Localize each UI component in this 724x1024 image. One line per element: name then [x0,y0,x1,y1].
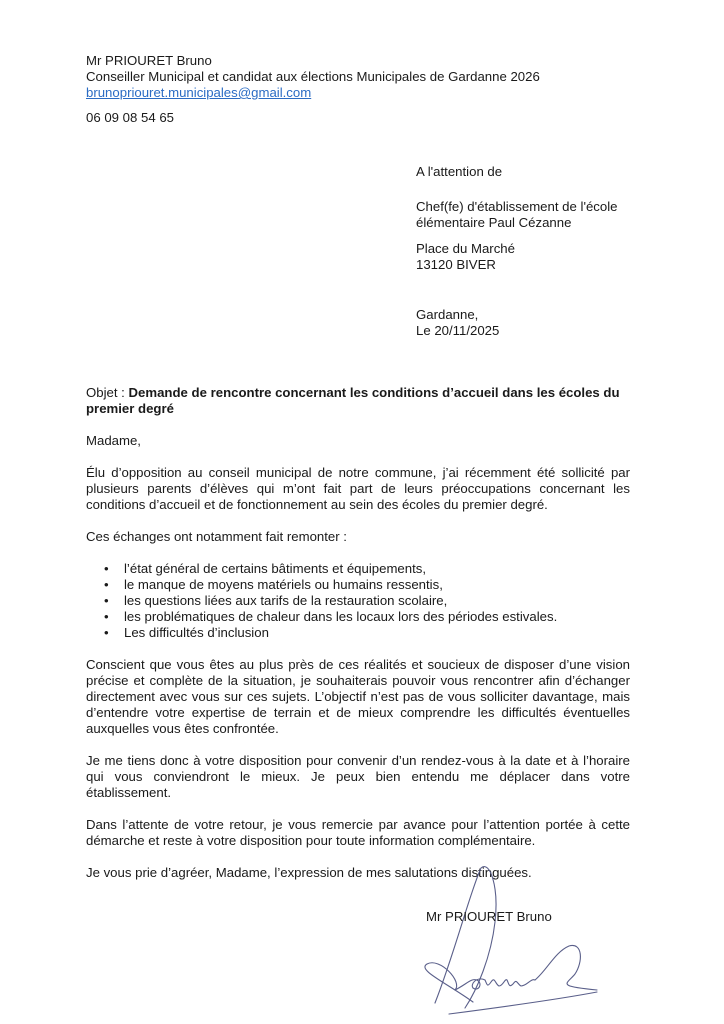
paragraph-1: Élu d’opposition au conseil municipal de notre commune, j’ai récemment été sollicité par plusieurs parents d’élèves qui m’ont fait part de leurs préoccupations concernant les conditions d’accueil et de fonctionnement au sein des écoles du premier degré. [86,465,630,512]
sender-name: Mr PRIOURET Bruno [86,53,212,68]
list-item: • les questions liées aux tarifs de la restauration scolaire, [104,593,448,608]
recipient-address-line1: Place du Marché [416,241,515,256]
letter-body [86,385,630,881]
handwritten-signature [415,862,615,1024]
bullet-icon: • [104,593,109,608]
salutation: Madame, [86,433,141,448]
attention-label: A l'attention de [416,164,503,179]
sender-title: Conseiller Municipal et candidat aux élections Municipales de Gardanne 2026 [86,69,540,84]
list-item: • Les difficultés d’inclusion [104,625,269,640]
bullet-icon: • [104,609,109,624]
recipient-role-line1: Chef(fe) d'établissement de l'école [416,199,618,214]
recipient-role-line2: élémentaire Paul Cézanne [416,215,572,230]
paragraph-2: Conscient que vous êtes au plus près de ces réalités et soucieux de disposer d’une vision précise et complète de la situation, je souhaiterais pouvoir vous rencontrer afin d’échanger directement avec vous sur ces sujets. L’objectif n’est pas de vous solliciter davantage, mais d’entendre votre expertise de terrain et de mieux comprendre les difficultés éventuelles auxquelles vous êtes confrontée. [86,657,630,736]
sender-email-link[interactable]: brunopriouret.municipales@gmail.com [86,85,312,100]
list-intro: Ces échanges ont notamment fait remonter : [86,529,347,544]
recipient-address-line2: 13120 BIVER [416,257,496,272]
letter-date: Le 20/11/2025 [416,323,500,338]
sender-phone: 06 09 08 54 65 [86,110,174,125]
recipient-block [416,164,618,339]
list-item: • l’état général de certains bâtiments et équipements, [104,561,427,576]
sender-block [86,53,540,126]
bullet-icon: • [104,561,109,576]
list-item: • le manque de moyens matériels ou humains ressentis, [104,577,443,592]
closing-formula: Je vous prie d’agréer, Madame, l’expression de mes salutations distinguées. [86,865,532,880]
subject-label: Objet : [86,385,129,400]
subject-text: Demande de rencontre concernant les conditions d’accueil dans les écoles du premier degré [86,385,620,416]
paragraph-4: Dans l’attente de votre retour, je vous remercie par avance pour l’attention portée à cette démarche et reste à votre disposition pour toute information complémentaire. [86,817,630,848]
bullet-icon: • [104,577,109,592]
signature-name: Mr PRIOURET Bruno [426,909,552,924]
letter-place: Gardanne, [416,307,479,322]
list-item: • les problématiques de chaleur dans les locaux lors des périodes estivales. [104,609,558,624]
bullet-icon: • [104,625,109,640]
paragraph-3: Je me tiens donc à votre disposition pour convenir d’un rendez-vous à la date et à l’horaire qui vous conviendront le mieux. Je peux bien entendu me déplacer dans votre établissement. [86,753,630,800]
concerns-list [86,561,630,641]
subject-line [86,385,630,417]
